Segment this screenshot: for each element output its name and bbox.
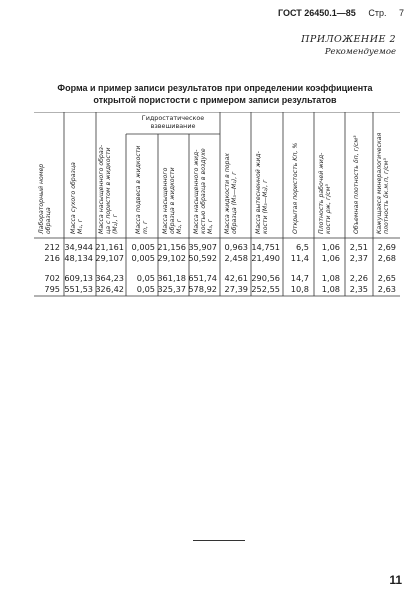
table-cell: 11,4 [290,253,309,263]
standard-number: ГОСТ 26450.1—85 [278,8,356,18]
group-header-hydrostatic: Гидростатическое взвешивание [141,114,205,130]
table-cell: 2,63 [377,284,396,294]
table-cell: 252,55 [251,284,280,294]
col-header-holder-mass: Масса подвеса в жидкости m, г [135,145,149,234]
table-cell: 361,18 [157,273,186,283]
table-cell: 2,458 [224,253,248,263]
table-title-line-1: Форма и пример записи результатов при определении коэффициента [57,83,373,93]
table-cell: 651,74 [188,273,217,283]
col-header-saturated-in-air: Масса насыщенного жид- костью образца в воздухе M₃, г [193,148,214,234]
table-cell: 14,751 [251,242,280,252]
appendix-title: ПРИЛОЖЕНИЕ 2 [301,34,396,45]
results-table [34,112,400,297]
table-title [40,82,390,106]
table-grid [34,112,400,297]
table-cell: 326,42 [95,284,124,294]
table-cell: 14,7 [290,273,309,283]
end-of-table-line [193,540,245,541]
table-cell: 609,13 [64,273,93,283]
table-cell: 1,08 [321,273,340,283]
col-header-liquid-density: Плотность рабочей жид- кости ρж, г/см³ [318,152,332,234]
table-cell: 216 [44,253,60,263]
table-cell: 2,26 [349,273,368,283]
table-cell: 702 [44,273,60,283]
table-title-line-2: открытой пористости с примером записи результатов [93,95,337,105]
table-cell: 2,35 [349,284,368,294]
table-cell: 1,06 [321,253,340,263]
col-header-bulk-density: Объемная плотность δп, г/см³ [353,135,360,234]
col-header-saturated-in-liquid: Масса насыщенного образца в жидкости M₂, г [162,167,183,234]
col-header-dry-mass: Масса сухого образца M₁, г [70,162,84,234]
document-header [268,8,404,18]
table-cell: 34,944 [64,242,93,252]
page-label: Стр. [368,8,387,18]
col-header-saturated-with-holder: Масса насыщенного образ- ца с пористом в жидкости (M₂), г [98,144,119,234]
table-cell: 0,005 [131,242,155,252]
table-cell: 2,69 [377,242,396,252]
table-cell: 27,39 [224,284,248,294]
table-cell: 21,156 [157,242,186,252]
table-cell: 29,107 [95,253,124,263]
table-cell: 0,963 [224,242,248,252]
col-header-open-porosity: Открытая пористость Kп, % [292,142,299,234]
table-cell: 29,102 [157,253,186,263]
page-number-top: 7 [398,8,404,18]
table-cell: 21,161 [95,242,124,252]
table-cell: 325,37 [157,284,186,294]
table-cell: 0,05 [136,273,155,283]
table-cell: 1,06 [321,242,340,252]
table-cell: 2,65 [377,273,396,283]
table-cell: 42,61 [224,273,248,283]
table-cell: 578,92 [188,284,217,294]
col-header-lab-number: Лабораторный номер образца [38,163,52,234]
table-cell: 2,37 [349,253,368,263]
appendix-subtitle: Рекомендуемое [324,47,396,57]
table-cell: 1,08 [321,284,340,294]
col-header-mineral-density: Кажущаяся минералогическая плотность δк.м.п, г/см³ [376,132,390,234]
table-cell: 48,134 [64,253,93,263]
table-cell: 2,51 [349,242,368,252]
table-cell: 50,592 [188,253,217,263]
table-cell: 0,05 [136,284,155,294]
table-cell: 10,8 [290,284,309,294]
table-cell: 551,53 [64,284,93,294]
col-header-displaced-liquid: Масса вытесненной жид- кости (M₃—M₂), г [255,151,269,234]
table-cell: 212 [44,242,60,252]
table-cell: 0,005 [131,253,155,263]
table-cell: 364,23 [95,273,124,283]
table-cell: 21,490 [251,253,280,263]
table-cell: 6,5 [295,242,309,252]
col-header-liquid-in-pores: Масса жидкости в порах образца (M₃—M₁), г [224,153,238,234]
table-cell: 290,56 [251,273,280,283]
table-cell: 795 [44,284,60,294]
table-cell: 35,907 [188,242,217,252]
table-cell: 2,68 [377,253,396,263]
page-number-bottom: 11 [389,573,402,587]
